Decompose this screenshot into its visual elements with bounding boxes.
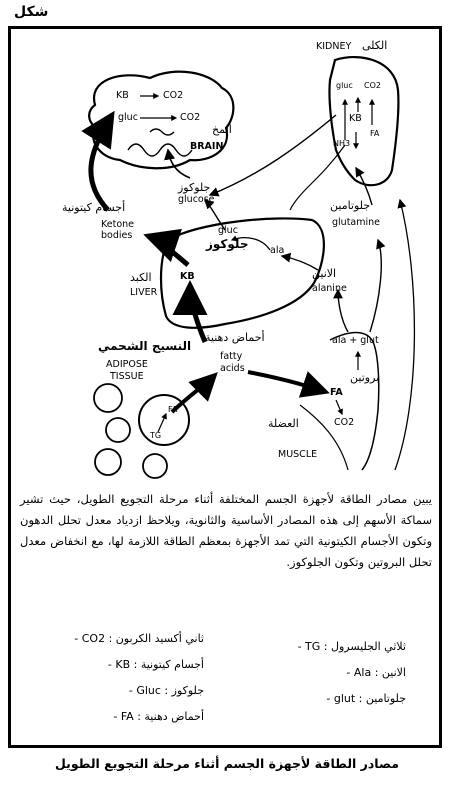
brain-kb: KB — [116, 90, 129, 101]
fatty-label-ar: أحماض دهنية — [205, 331, 265, 344]
brain-co2-2: CO2 — [180, 112, 201, 123]
muscle-fa: FA — [330, 387, 343, 398]
adipose-fa: FA — [168, 405, 178, 414]
alanine-label-en: alanine — [312, 283, 347, 294]
glutamine-label-ar: جلوتامين — [330, 199, 371, 212]
arrow-fatty-to-muscle-fa — [248, 372, 326, 392]
glossary-fa: أحماض دهنية : FA - — [113, 710, 204, 723]
ketone-label-en1: Ketone — [101, 219, 135, 230]
arrow-tg-to-fa — [158, 414, 166, 432]
adipose-cell — [95, 449, 121, 475]
glossary-co2: ثاني أكسيد الكربون : CO2 - — [74, 632, 204, 645]
adipose-cell — [143, 454, 167, 478]
muscle-outline — [330, 333, 379, 471]
liver-glucose-ar: جلوكوز — [206, 237, 249, 251]
kidney-nh3: NH3 — [333, 139, 351, 148]
adipose-label-en1: ADIPOSE — [106, 359, 148, 370]
muscle-to-kidney-curve — [395, 200, 414, 470]
brain-co2: CO2 — [163, 90, 184, 101]
ketone-label-ar: أجسام كيتونية — [62, 201, 126, 214]
protein-label-ar: بروتين — [350, 371, 380, 384]
muscle-co2: CO2 — [334, 417, 355, 428]
liver-kb: KB — [180, 271, 195, 282]
arrow-muscle-fa-to-co2 — [336, 400, 342, 414]
fatty-label-en1: fatty — [220, 351, 243, 362]
muscle-fiber — [300, 405, 348, 470]
muscle-label-en: MUSCLE — [278, 449, 318, 460]
brain-gyri — [128, 129, 192, 156]
glucose-label-ar: جلوكوز — [178, 181, 211, 194]
glucose-label-en: glucose — [178, 194, 215, 205]
brain-label-en: BRAIN — [190, 141, 224, 152]
liver-gluc: gluc — [218, 225, 238, 236]
glossary-glut: جلوتامين : glut - — [326, 692, 406, 705]
alanine-label-ar: الانين — [312, 267, 337, 280]
kidney-fa: FA — [370, 129, 380, 138]
glutamine-label-en: glutamine — [332, 217, 380, 228]
liver-ala: ala — [270, 245, 285, 256]
arrow-muscle-ala-to-alanine — [338, 290, 348, 332]
kidney-kb: KB — [349, 113, 362, 124]
glossary-ala: الانين : Ala - — [346, 666, 406, 679]
adipose-label-ar: النسيج الشحمي — [98, 339, 192, 353]
figure-header: شكل — [14, 4, 49, 20]
glossary-gluc: جلوكوز : Gluc - — [128, 684, 204, 697]
muscle-label-ar: العضلة — [268, 417, 299, 430]
ketone-label-en2: bodies — [101, 230, 133, 241]
arrow-fatty-to-liver-kb — [190, 285, 205, 342]
liver-label-ar: الكبد — [130, 271, 152, 284]
kidney-label-ar: الكلى — [362, 39, 388, 52]
figure-caption: مصادر الطاقة لأجهزة الجسم أثناء مرحلة التجويع الطويل — [54, 756, 400, 771]
glossary-kb: أجسام كيتونية : KB - — [107, 658, 204, 671]
adipose-label-en2: TISSUE — [110, 371, 144, 382]
adipose-tg: TG — [150, 431, 162, 440]
fatty-label-en2: acids — [220, 363, 245, 374]
liver-label-en: LIVER — [130, 287, 158, 298]
kidney-label-en: KIDNEY — [316, 41, 352, 52]
description-paragraph: يبين مصادر الطاقة لأجهزة الجسم المختلفة أثناء مرحلة التجويع الطويل، حيث تشير سماكة الأسهم إلى هذه المصادر الأساسية والثانوية، ويلاحظ ازدياد معدل تحلل الدهون وتكون الأجسام الكيتونية التي تمد الأجهزة بمعظم الطاقة اللازمة لها، مع انخفاض معدل تحلل البروتين وتكون الجلوكوز. — [20, 492, 432, 569]
kidney-gluc: gluc — [336, 81, 353, 90]
adipose-cell — [106, 418, 130, 442]
kidney-co2: CO2 — [364, 81, 381, 90]
arrow-glut-to-glutamine — [370, 240, 381, 332]
brain-gluc: gluc — [118, 112, 138, 123]
brain-label-ar: المخ — [212, 123, 232, 136]
arrow-adipose-to-fatty — [172, 375, 215, 412]
adipose-cell — [94, 384, 122, 412]
adipose-cell-main — [139, 395, 189, 445]
glossary-tg: ثلاثي الجليسرول : TG - — [297, 640, 406, 653]
kidney-outline — [329, 57, 398, 185]
ala-glut-label: ala + glut — [332, 335, 379, 346]
